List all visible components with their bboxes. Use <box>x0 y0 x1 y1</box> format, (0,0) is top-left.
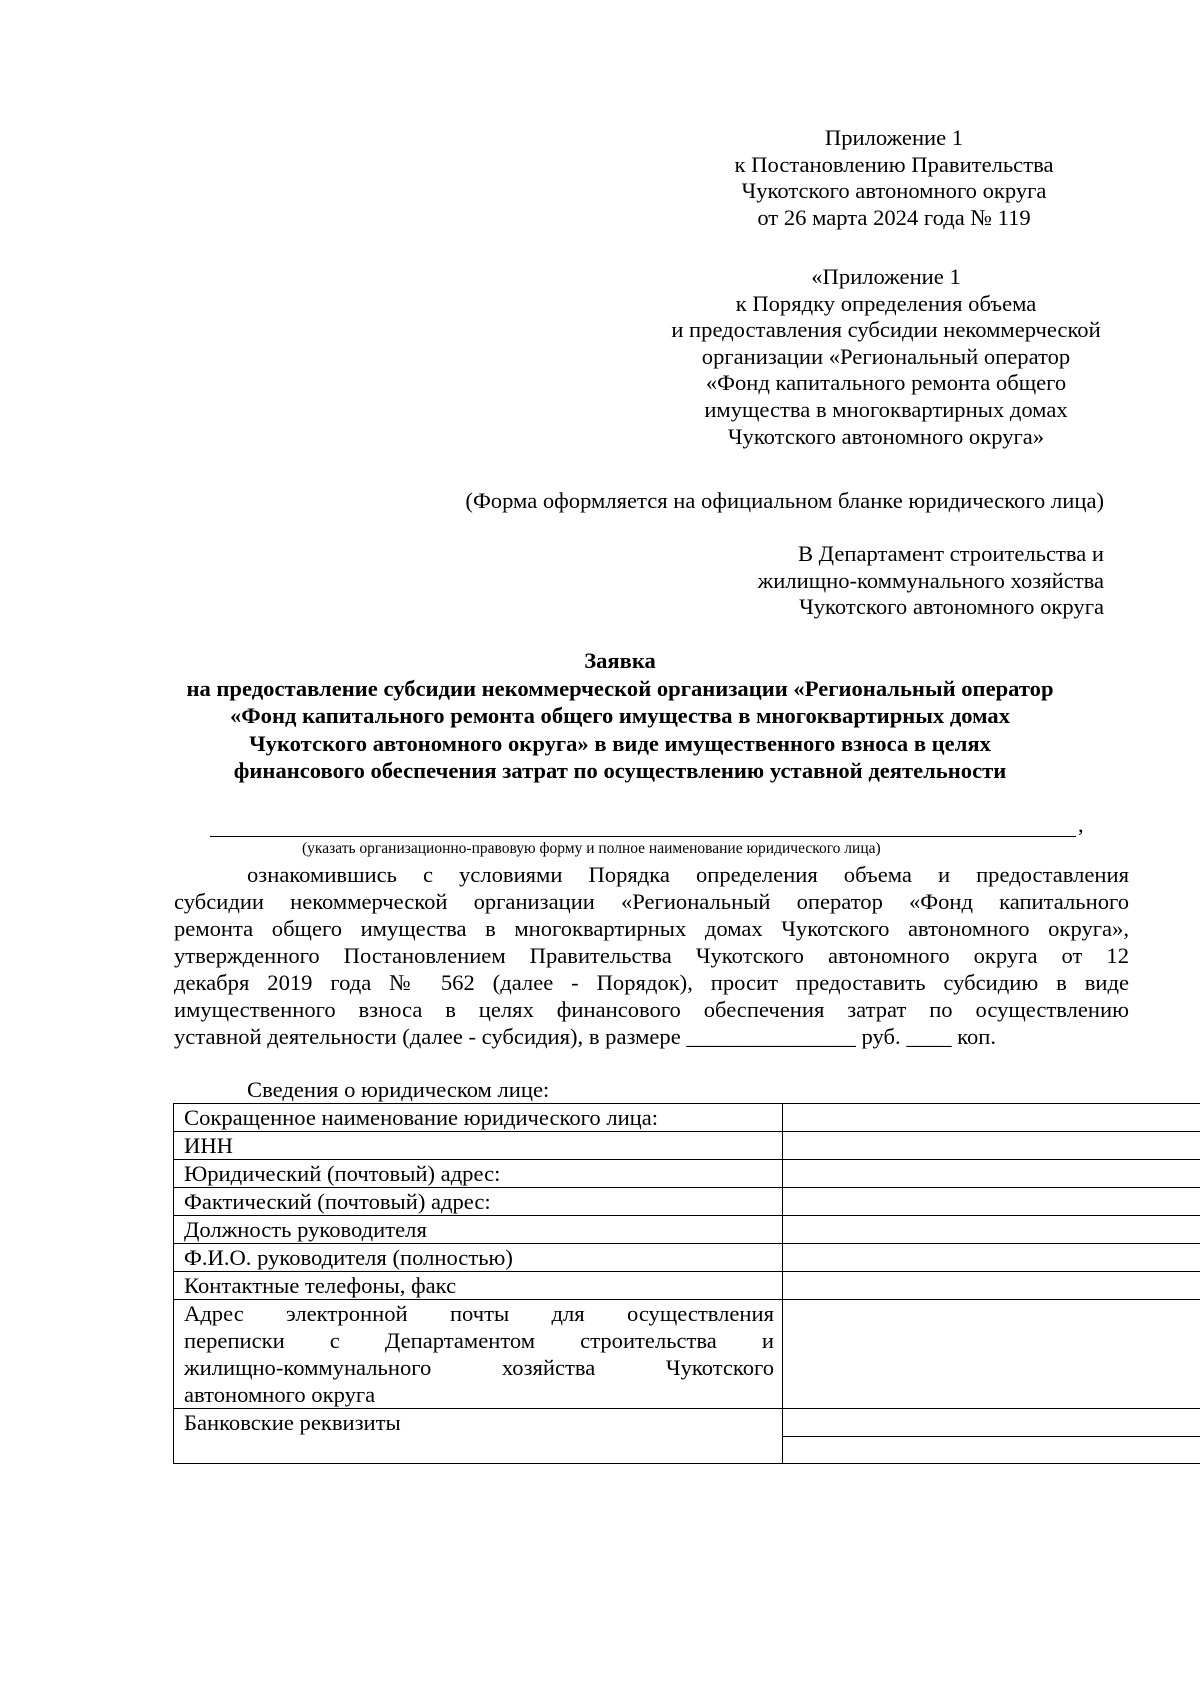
appendix-header-line: от 26 марта 2024 года № 119 <box>757 204 1031 230</box>
rub-amount-blank[interactable]: _______________ <box>686 1024 856 1049</box>
email-label-cell <box>174 1300 783 1409</box>
appendix-header-line: к Постановлению Правительства <box>734 151 1054 177</box>
procedure-header-line: к Порядку определения объема <box>735 290 1037 316</box>
body-last-line-text: уставной деятельности (далее - субсидия), в размере <box>174 1024 681 1049</box>
table-value-cell[interactable] <box>783 1244 1200 1272</box>
title-line: на предоставление субсидии некоммерческой организации «Региональный оператор <box>186 675 1054 701</box>
table-row <box>174 1216 1200 1244</box>
table-value-cell[interactable] <box>783 1160 1200 1188</box>
kop-amount-blank[interactable]: ____ <box>906 1024 952 1049</box>
table-row-bank <box>174 1409 1200 1464</box>
table-value-cell[interactable] <box>783 1216 1200 1244</box>
table-row <box>174 1104 1200 1132</box>
procedure-header-line: Чукотского автономного округа» <box>727 423 1045 449</box>
addressee-line: Чукотского автономного округа <box>799 594 1104 620</box>
legal-entity-info-table <box>173 1103 1200 1464</box>
body-line: утвержденного Постановлением Правительства Чукотского автономного округа от 12 <box>174 943 1129 968</box>
applicant-name-caption: (указать организационно-правовую форму и полное наименование юридического лица) <box>302 840 881 857</box>
addressee-line: В Департамент строительства и <box>797 541 1104 566</box>
title-line: финансового обеспечения затрат по осуществлению уставной деятельности <box>233 758 1007 783</box>
bank-value-bottom[interactable] <box>783 1437 1200 1463</box>
addressee-line: жилищно-коммунального хозяйства <box>757 567 1104 593</box>
table-value-cell[interactable] <box>783 1132 1200 1160</box>
email-label-line: автономного округа <box>184 1382 376 1407</box>
email-label-line: переписки с Департаментом строительства и <box>184 1328 774 1353</box>
table-label-cell: Ф.И.О. руководителя (полностью) <box>174 1244 783 1272</box>
rub-label: руб. <box>861 1024 901 1049</box>
bank-value-top[interactable] <box>783 1409 1200 1437</box>
applicant-name-comma: , <box>1078 812 1084 837</box>
email-label-line: Адрес электронной почты для осуществления <box>184 1301 774 1326</box>
body-line: имущественного взноса в целях финансового обеспечения затрат по осуществлению <box>174 997 1129 1022</box>
table-row-email <box>174 1300 1200 1409</box>
title-line: Заявка <box>584 648 656 673</box>
addressee-block <box>758 541 1104 621</box>
kop-label: коп. <box>957 1024 997 1049</box>
applicant-name-field[interactable] <box>210 812 1076 837</box>
email-label-line: жилищно-коммунального хозяйства Чукотского <box>184 1355 774 1380</box>
info-section-heading: Сведения о юридическом лице: <box>247 1077 550 1102</box>
body-last-line <box>174 1024 996 1051</box>
table-row <box>174 1272 1200 1300</box>
appendix-header-line: Чукотского автономного округа <box>741 178 1047 204</box>
table-value-cell[interactable] <box>783 1188 1200 1216</box>
email-value-cell[interactable] <box>783 1300 1200 1409</box>
procedure-header-line: имущества в многоквартирных домах <box>704 396 1068 422</box>
table-row <box>174 1188 1200 1216</box>
bank-value-cell <box>783 1409 1200 1464</box>
body-line: субсидии некоммерческой организации «Региональный оператор «Фонд капитального <box>174 889 1129 914</box>
table-row <box>174 1244 1200 1272</box>
body-line: декабря 2019 года № 562 (далее - Порядок), просит предоставить субсидию в виде <box>174 970 1129 995</box>
procedure-header-line: «Приложение 1 <box>811 264 961 289</box>
table-label-cell: Должность руководителя <box>174 1216 783 1244</box>
procedure-header-line: организации «Региональный оператор <box>701 343 1071 369</box>
table-label-cell: Контактные телефоны, факс <box>174 1272 783 1300</box>
table-label-cell: ИНН <box>174 1132 783 1160</box>
bank-label-cell: Банковские реквизиты <box>174 1409 783 1464</box>
application-title <box>120 647 1120 785</box>
form-note: (Форма оформляется на официальном бланке юридического лица) <box>465 488 1104 513</box>
table-value-cell[interactable] <box>783 1104 1200 1132</box>
table-label-cell: Фактический (почтовый) адрес: <box>174 1188 783 1216</box>
title-line: Чукотского автономного округа» в виде имущественного взноса в целях <box>249 730 991 756</box>
table-row <box>174 1160 1200 1188</box>
table-label-cell: Сокращенное наименование юридического лица: <box>174 1104 783 1132</box>
appendix-header-line: Приложение 1 <box>824 125 964 150</box>
table-label-cell: Юридический (почтовый) адрес: <box>174 1160 783 1188</box>
appendix-header <box>686 125 1102 231</box>
table-row <box>174 1132 1200 1160</box>
body-line: ремонта общего имущества в многоквартирных домах Чукотского автономного округа», <box>174 916 1129 941</box>
procedure-header-line: и предоставления субсидии некоммерческой <box>671 317 1101 343</box>
title-line: «Фонд капитального ремонта общего имущества в многоквартирных домах <box>229 703 1010 728</box>
procedure-header <box>626 264 1146 450</box>
procedure-header-line: «Фонд капитального ремонта общего <box>705 370 1067 396</box>
table-value-cell[interactable] <box>783 1272 1200 1300</box>
body-line: ознакомившись с условиями Порядка определения объема и предоставления <box>247 862 1129 887</box>
